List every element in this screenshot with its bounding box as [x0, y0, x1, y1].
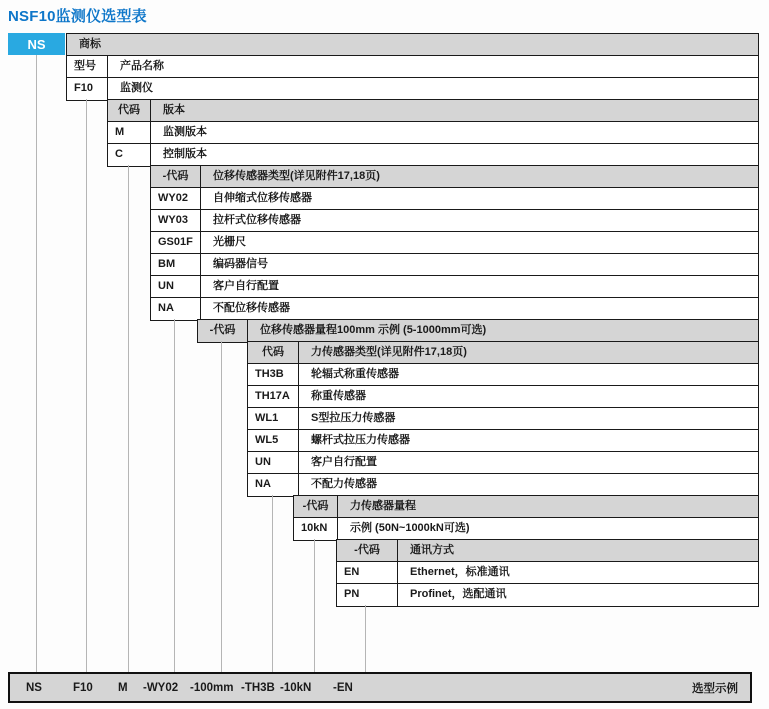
- desc-cell: 不配位移传感器: [213, 302, 290, 314]
- connector-line: [128, 165, 129, 672]
- table-row: [198, 320, 758, 342]
- table-row: [248, 364, 758, 386]
- connector-line: [174, 319, 175, 672]
- desc-cell: 版本: [163, 104, 185, 116]
- table-row: [248, 430, 758, 452]
- table-row: [67, 56, 758, 78]
- table-row: [151, 166, 758, 188]
- table-row: [151, 298, 758, 320]
- code-cell: WY02: [151, 188, 201, 209]
- code-cell: BM: [151, 254, 201, 275]
- page-title: NSF10监测仪选型表: [8, 8, 147, 25]
- connector-line: [365, 605, 366, 672]
- code-cell: C: [108, 144, 151, 166]
- table-row: [108, 100, 758, 122]
- code-cell: -代码: [151, 166, 201, 187]
- code-cell: WL5: [248, 430, 299, 451]
- desc-cell: 力传感器类型(详见附件17,18页): [311, 346, 467, 358]
- brand-code-box: NS: [8, 33, 65, 55]
- desc-cell: 力传感器量程: [350, 500, 416, 512]
- table-row: [151, 210, 758, 232]
- desc-cell: S型拉压力传感器: [311, 412, 396, 424]
- example-bar-label: 选型示例: [692, 682, 738, 695]
- selection-table-version: [107, 99, 759, 167]
- table-row: [248, 386, 758, 408]
- code-cell: GS01F: [151, 232, 201, 253]
- table-row: [151, 276, 758, 298]
- table-row: [151, 232, 758, 254]
- code-cell: TH3B: [248, 364, 299, 385]
- connector-line: [272, 495, 273, 672]
- example-code: -WY02: [143, 681, 179, 694]
- example-code: -10kN: [280, 681, 312, 694]
- code-cell: TH17A: [248, 386, 299, 407]
- example-code: -EN: [333, 681, 353, 694]
- desc-cell: 自伸缩式位移传感器: [213, 192, 312, 204]
- desc-cell: 称重传感器: [311, 390, 366, 402]
- selection-table-communication: [336, 539, 759, 607]
- example-code: F10: [73, 681, 93, 694]
- connector-line: [221, 341, 222, 672]
- code-cell: 型号: [67, 56, 108, 77]
- example-code: -100mm: [190, 681, 234, 694]
- table-row: [337, 584, 758, 606]
- table-row: [337, 562, 758, 584]
- table-row: [248, 452, 758, 474]
- code-cell: UN: [248, 452, 299, 473]
- code-cell: 代码: [248, 342, 299, 363]
- selection-table-trademark: [66, 33, 759, 101]
- code-cell: WY03: [151, 210, 201, 231]
- table-row: [248, 408, 758, 430]
- table-row: [151, 254, 758, 276]
- code-cell: -代码: [294, 496, 338, 517]
- selection-table-force-range: [293, 495, 759, 541]
- desc-cell: 位移传感器量程100mm 示例 (5-1000mm可选): [260, 324, 487, 336]
- connector-line: [86, 99, 87, 672]
- desc-cell: 螺杆式拉压力传感器: [311, 434, 410, 446]
- code-cell: -代码: [198, 320, 248, 342]
- code-cell: EN: [337, 562, 398, 583]
- desc-cell: 不配力传感器: [311, 478, 377, 490]
- code-cell: UN: [151, 276, 201, 297]
- desc-cell: 控制版本: [163, 148, 207, 160]
- desc-cell: Ethernet，标准通讯: [410, 566, 510, 578]
- code-cell: -代码: [337, 540, 398, 561]
- example-code: M: [118, 681, 128, 694]
- table-row: [108, 144, 758, 166]
- table-row: [248, 474, 758, 496]
- desc-cell: 产品名称: [120, 60, 164, 72]
- example-code: NS: [26, 681, 42, 694]
- table-row: [108, 122, 758, 144]
- desc-cell: 客户自行配置: [311, 456, 377, 468]
- table-row: [67, 78, 758, 100]
- table-row: [294, 496, 758, 518]
- desc-cell: 光栅尺: [213, 236, 246, 248]
- code-cell: F10: [67, 78, 108, 100]
- desc-cell: 轮辐式称重传感器: [311, 368, 399, 380]
- span-cell: 商标: [79, 38, 101, 50]
- code-cell: 代码: [108, 100, 151, 121]
- desc-cell: Profinet，选配通讯: [410, 588, 507, 600]
- table-row: [151, 188, 758, 210]
- selection-table-displacement-sensor-type: [150, 165, 759, 321]
- table-row: [67, 34, 758, 56]
- code-cell: NA: [248, 474, 299, 496]
- example-code: -TH3B: [241, 681, 275, 694]
- selection-table-force-sensor-type: [247, 341, 759, 497]
- code-cell: PN: [337, 584, 398, 606]
- code-cell: NA: [151, 298, 201, 320]
- code-cell: M: [108, 122, 151, 143]
- code-cell: 10kN: [294, 518, 338, 540]
- desc-cell: 监测仪: [120, 82, 153, 94]
- table-row: [294, 518, 758, 540]
- desc-cell: 通讯方式: [410, 544, 454, 556]
- connector-line: [314, 539, 315, 672]
- desc-cell: 监测版本: [163, 126, 207, 138]
- selection-table-displacement-range: [197, 319, 759, 343]
- code-cell: WL1: [248, 408, 299, 429]
- connector-line: [36, 55, 37, 672]
- desc-cell: 示例 (50N~1000kN可选): [350, 522, 470, 534]
- desc-cell: 位移传感器类型(详见附件17,18页): [213, 170, 380, 182]
- table-row: [337, 540, 758, 562]
- example-bar: [8, 672, 752, 703]
- desc-cell: 编码器信号: [213, 258, 268, 270]
- table-row: [248, 342, 758, 364]
- desc-cell: 拉杆式位移传感器: [213, 214, 301, 226]
- desc-cell: 客户自行配置: [213, 280, 279, 292]
